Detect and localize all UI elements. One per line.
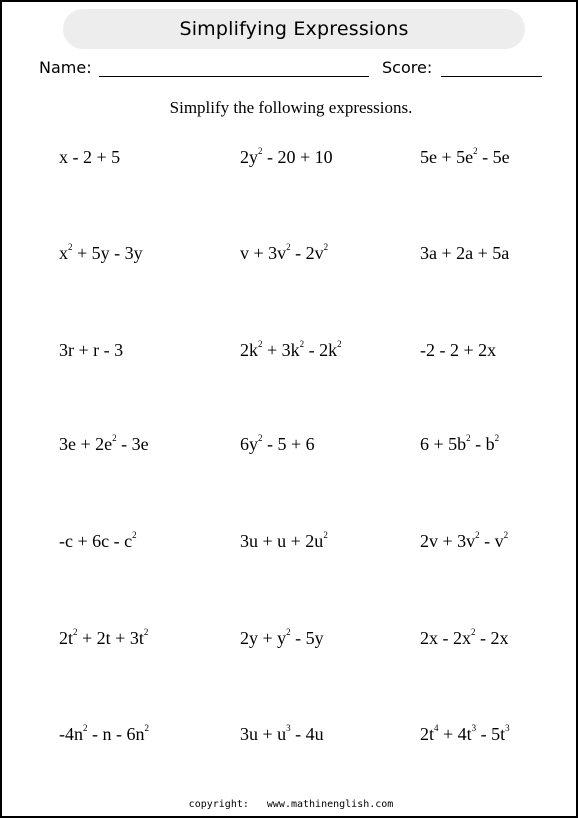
copyright-label: copyright: xyxy=(188,799,249,810)
exponent: 2 xyxy=(323,530,328,540)
exponent: 4 xyxy=(434,723,439,733)
exponent: 3 xyxy=(471,723,477,733)
expression: $2v + 3v^2 - v^2$ xyxy=(420,530,509,551)
expression: $2t^4 + 4t^3 - 5t^3$ xyxy=(420,723,510,744)
worksheet-title: Simplifying Expressions xyxy=(179,18,409,40)
expression-row xyxy=(2,531,578,561)
exponent: 2 xyxy=(299,339,305,349)
exponent: 2 xyxy=(494,433,500,443)
exponent: 2 xyxy=(143,627,149,637)
expression: $2t^2 + 2t + 3t^2$ xyxy=(59,627,149,648)
expression-row xyxy=(2,724,578,754)
website-link[interactable]: www.mathinenglish.com xyxy=(266,799,394,810)
expression: $2y + y^2 - 5y$ xyxy=(240,627,324,648)
expression: $v + 3v^2 - 2v^2$ xyxy=(240,242,329,263)
footer xyxy=(2,799,578,810)
expression: $-4n^2$ - n - $6n^2$ xyxy=(59,723,149,744)
exponent: 2 xyxy=(337,339,342,349)
exponent: 2 xyxy=(258,339,263,349)
expression: x - 2 + 5 xyxy=(59,147,121,167)
expression: -2 - 2 + 2x xyxy=(420,340,497,360)
instruction-text: Simplify the following expressions. xyxy=(169,98,413,117)
expression: $3u + u + 2u^2$ xyxy=(240,530,328,551)
expression: $-c + 6c - c^2$ xyxy=(59,530,137,551)
expression: $2k^2 + 3k^2 - 2k^2$ xyxy=(240,339,342,360)
exponent: 2 xyxy=(258,433,263,443)
expression-row xyxy=(2,147,578,177)
exponent: 2 xyxy=(286,242,291,252)
expression-row xyxy=(2,340,578,370)
expression: $5e + 5e^2 - 5e$ xyxy=(420,146,510,167)
expression: 3a + 2a + 5a xyxy=(420,243,510,263)
expression: $2x - 2x^2 - 2x$ xyxy=(420,627,509,648)
exponent: 2 xyxy=(503,530,509,540)
exponent: 2 xyxy=(258,146,263,156)
expression-row xyxy=(2,243,578,273)
expression: $2y^2 - 20 + 10$ xyxy=(240,146,333,167)
expression-row xyxy=(2,628,578,658)
exponent: 2 xyxy=(466,433,471,443)
exponent: 2 xyxy=(323,242,329,252)
exponent: 2 xyxy=(83,723,88,733)
expression: 3r + r - 3 xyxy=(59,340,124,360)
exponent: 2 xyxy=(286,627,291,637)
expression: $x^2 + 5y - 3y$ xyxy=(59,242,143,263)
exponent: 3 xyxy=(286,723,291,733)
expression: $6 + 5b^2 - b^2$ xyxy=(420,433,500,454)
expression-grid xyxy=(2,2,578,818)
exponent: 2 xyxy=(132,530,137,540)
exponent: 2 xyxy=(112,433,117,443)
expression: $6y^2 - 5 + 6$ xyxy=(240,433,315,454)
exponent: 2 xyxy=(68,242,73,252)
exponent: 2 xyxy=(475,530,480,540)
expression: $3u + u^3 - 4u$ xyxy=(240,723,324,744)
score-label: Score: xyxy=(382,58,433,77)
exponent: 2 xyxy=(473,146,478,156)
exponent: 3 xyxy=(505,723,510,733)
exponent: 2 xyxy=(144,723,149,733)
expression-row xyxy=(2,434,578,464)
exponent: 2 xyxy=(73,627,78,637)
exponent: 2 xyxy=(471,627,476,637)
expression: $3e + 2e^2 - 3e$ xyxy=(59,433,149,454)
name-label: Name: xyxy=(39,58,92,77)
